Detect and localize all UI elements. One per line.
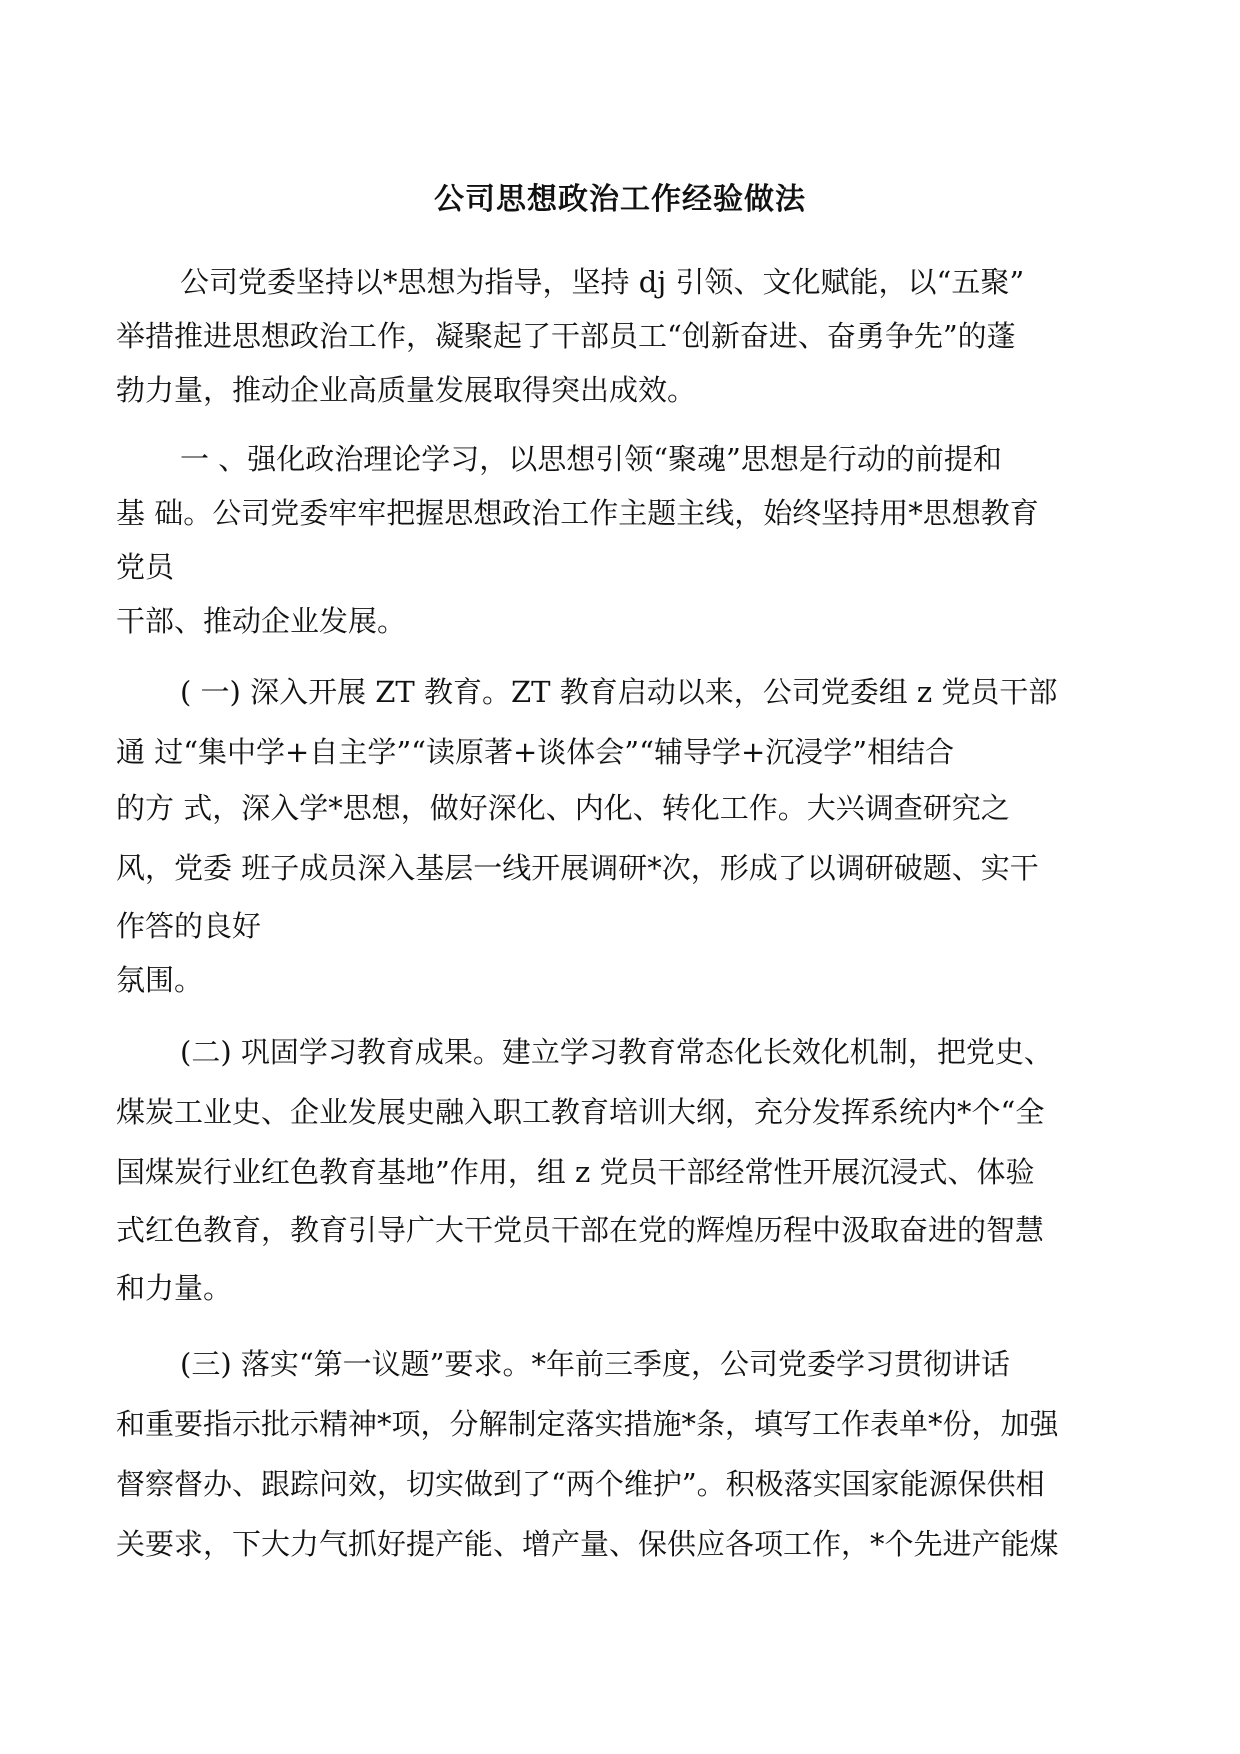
text-line: (二) 巩固学习教育成果。建立学习教育常态化长效化机制，把党史、 <box>180 1035 1053 1069</box>
text-line: 和重要指示批示精神*项，分解制定落实措施*条，填写工作表单*份，加强 <box>116 1407 1059 1441</box>
text-line: 风，党委 班子成员深入基层一线开展调研*次，形成了以调研破题、实干 <box>116 851 1039 885</box>
text-line: 举措推进思想政治工作，凝聚起了干部员工“创新奋进、奋勇争先”的蓬 <box>116 319 1016 353</box>
text-line: 的方 式，深入学*思想，做好深化、内化、转化工作。大兴调查研究之 <box>116 791 1010 825</box>
text-line: 式红色教育，教育引导广大干党员干部在党的辉煌历程中汲取奋进的智慧 <box>116 1213 1045 1247</box>
text-line: 一 、强化政治理论学习，以思想引领“聚魂”思想是行动的前提和 <box>180 442 1002 476</box>
text-line: 国煤炭行业红色教育基地”作用，组 z 党员干部经常性开展沉浸式、体验 <box>116 1155 1035 1189</box>
text-line: 通 过“集中学+自主学”“读原著+谈体会”“辅导学+沉浸学”相结合 <box>116 735 955 769</box>
text-line: 基 础。公司党委牢牢把握思想政治工作主题主线，始终坚持用*思想教育 <box>116 496 1039 530</box>
text-line: 煤炭工业史、企业发展史融入职工教育培训大纲，充分发挥系统内*个“全 <box>116 1095 1045 1129</box>
text-line: 党员 <box>116 550 175 584</box>
text-line: 关要求，下大力气抓好提产能、增产量、保供应各项工作，*个先进产能煤 <box>116 1527 1059 1561</box>
text-line: 公司党委坚持以*思想为指导，坚持 dj 引领、文化赋能，以“五聚” <box>180 265 1025 299</box>
text-line: 督察督办、跟踪问效，切实做到了“两个维护”。积极落实国家能源保供相 <box>116 1467 1045 1501</box>
text-line: 作答的良好 <box>116 909 262 943</box>
text-line: (三) 落实“第一议题”要求。*年前三季度，公司党委学习贯彻讲话 <box>180 1347 1010 1381</box>
text-line: 和力量。 <box>116 1271 233 1305</box>
text-line: 勃力量，推动企业高质量发展取得突出成效。 <box>116 373 697 407</box>
text-line: ( 一) 深入开展 ZT 教育。ZT 教育启动以来，公司党委组 z 党员干部 <box>180 675 1058 709</box>
text-line: 干部、推动企业发展。 <box>116 604 407 638</box>
document-title: 公司思想政治工作经验做法 <box>434 182 806 217</box>
text-line: 氛围。 <box>116 963 204 997</box>
